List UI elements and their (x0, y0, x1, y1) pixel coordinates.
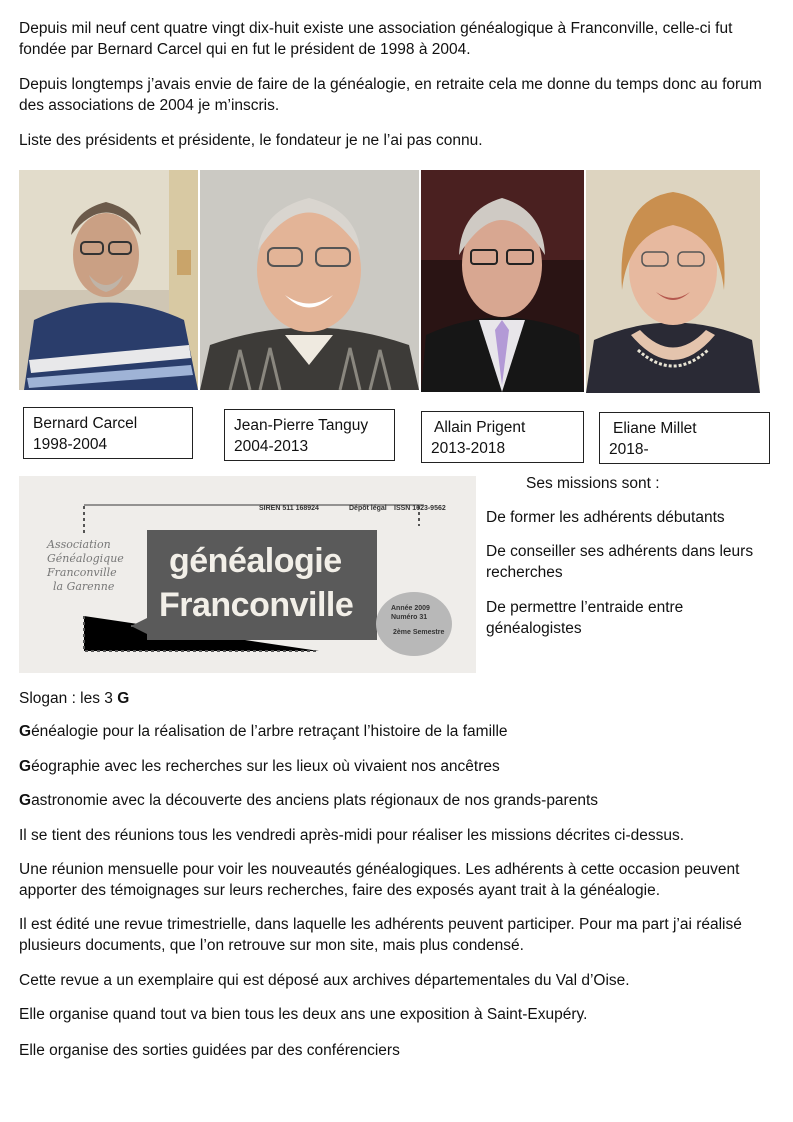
mission-item-2: De conseiller ses adhérents dans leurs recherches (486, 543, 754, 581)
issue-year: Année 2009 (391, 605, 430, 612)
slogan-item-letter: G (19, 758, 32, 775)
president-years: 2018- (609, 441, 649, 458)
association-line: la Garenne (53, 580, 115, 593)
issn-number: ISSN 1623-9562 (394, 505, 446, 512)
issue-semester: 2ème Semestre (393, 629, 445, 636)
president-name: Jean-Pierre Tanguy (234, 417, 369, 434)
closing-paragraph-1: Il se tient des réunions tous les vendredi après-midi pour réaliser les missions décrites ci-dessus. (19, 827, 685, 844)
issue-number: Numéro 31 (391, 614, 428, 621)
president-years: 2013-2018 (431, 440, 506, 457)
closing-paragraph-6: Elle organise des sorties guidées par des conférenciers (19, 1042, 400, 1059)
intro-paragraph-2: Depuis longtemps j’avais envie de faire de la généalogie, en retraite cela me donne du temps donc au forum des associations de 2004 je m’inscris. (19, 76, 762, 114)
intro-paragraph-3: Liste des présidents et présidente, le fondateur je ne l’ai pas connu. (19, 132, 483, 149)
magazine-title-line2: Franconville (159, 586, 354, 624)
president-name: Allain Prigent (434, 419, 526, 436)
president-name: Bernard Carcel (33, 415, 138, 432)
slogan-item-geographie (19, 756, 779, 777)
magazine-banner (19, 476, 476, 673)
association-line: Généalogique (47, 552, 124, 565)
president-box-allain-prigent (421, 411, 584, 463)
missions-heading: Ses missions sont : (526, 475, 660, 492)
closing-paragraph-3: Il est édité une revue trimestrielle, dans laquelle les adhérents peuvent participer. Pour ma part j’ai réalisé plusieurs documents, que l’on retrouve sur mon site, mais plus condensé. (19, 916, 742, 954)
siren-number: SIREN 511 168924 (259, 505, 319, 512)
closing-paragraph-5: Elle organise quand tout va bien tous les deux ans une exposition à Saint-Exupéry. (19, 1006, 588, 1023)
president-years: 2004-2013 (234, 438, 309, 455)
slogan-item-letter: G (19, 792, 32, 809)
mission-item-1: De former les adhérents débutants (486, 509, 725, 526)
closing-paragraph-4: Cette revue a un exemplaire qui est déposé aux archives départementales du Val d’Oise. (19, 972, 630, 989)
slogan-item-genealogie (19, 721, 779, 742)
slogan-item-text: énéalogie pour la réalisation de l’arbre retraçant l’histoire de la famille (31, 723, 508, 740)
slogan-item-text: astronomie avec la découverte des anciens plats régionaux de nos grands-parents (31, 792, 599, 809)
slogan-letter: G (117, 690, 130, 707)
president-box-bernard-carcel (23, 407, 193, 459)
slogan-item-letter: G (19, 723, 32, 740)
closing-paragraph-2: Une réunion mensuelle pour voir les nouveautés généalogiques. Les adhérents à cette occasion peuvent apporter des témoignages sur leurs recherches, faire des exposés ayant trait à la généalogie. (19, 861, 740, 899)
magazine-title-line1: généalogie (169, 542, 342, 580)
issue-info (391, 604, 430, 622)
depot-legal: Dépôt légal (349, 505, 387, 512)
photo-jean-pierre-tanguy (200, 170, 419, 390)
president-box-eliane-millet (599, 412, 770, 464)
intro-paragraph-1: Depuis mil neuf cent quatre vingt dix-huit existe une association généalogique à Franconville, celle-ci fut fondée par Bernard Carcel qui en fut le président de 1998 à 2004. (19, 20, 733, 58)
photo-allain-prigent (421, 170, 584, 392)
president-years: 1998-2004 (33, 436, 108, 453)
association-line: Association (47, 538, 111, 551)
association-line: Franconville (47, 566, 117, 579)
slogan-item-gastronomie (19, 790, 779, 811)
president-box-jean-pierre-tanguy (224, 409, 395, 461)
mission-item-3: De permettre l’entraide entre généalogistes (486, 599, 684, 637)
photo-eliane-millet (586, 170, 760, 393)
photo-bernard-carcel (19, 170, 198, 390)
association-name (47, 538, 124, 594)
slogan-item-text: éographie avec les recherches sur les lieux où vivaient nos ancêtres (31, 758, 500, 775)
president-name: Eliane Millet (613, 420, 697, 437)
slogan-prefix: Slogan : les 3 (19, 690, 118, 707)
slogan-line (19, 688, 779, 709)
